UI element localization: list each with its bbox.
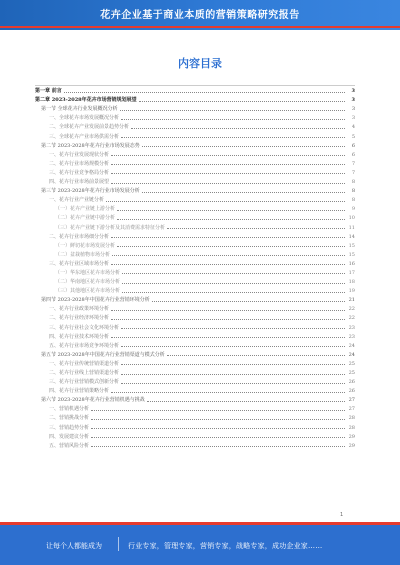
toc-entry-page: 11 (348, 224, 355, 231)
toc-entry[interactable] (35, 194, 355, 203)
toc-entry-label: 第二节 2023-2028年花卉行业市场发展态势 (41, 142, 140, 149)
toc-entry-label: 一、全球花卉市场发展概况分析 (49, 115, 120, 122)
toc-entry[interactable] (35, 385, 355, 394)
toc-dot-leader (111, 310, 345, 311)
toc-entry[interactable] (35, 403, 355, 412)
toc-entry[interactable] (35, 394, 355, 403)
toc-entry-page: 15 (348, 251, 355, 258)
toc-entry-page: 24 (348, 342, 355, 349)
footer-slogan-left: 让每个人都能成为 (46, 542, 102, 550)
toc-dot-leader (111, 183, 345, 184)
toc-entry-label: 第五节 2023-2028年中国花卉行业营销渠道与模式分析 (41, 351, 165, 358)
toc-entry-label: 二、花卉行业经济环境分析 (49, 315, 110, 322)
toc-entry[interactable] (35, 212, 355, 221)
toc-dot-leader (139, 101, 345, 102)
toc-entry[interactable] (35, 158, 355, 167)
toc-entry[interactable] (35, 321, 355, 330)
toc-entry-page: 3 (351, 115, 355, 122)
toc-entry-page: 22 (348, 315, 355, 322)
toc-dot-leader (152, 301, 345, 302)
toc-entry-page: 3 (351, 97, 355, 104)
toc-entry-page: 22 (348, 306, 355, 313)
toc-dot-leader (91, 446, 345, 447)
toc-entry[interactable] (35, 94, 355, 103)
toc-entry-page: 8 (351, 179, 355, 186)
toc-entry-page: 27 (348, 406, 355, 413)
toc-heading: 内容目录 (178, 57, 222, 70)
toc-entry-page: 24 (348, 351, 355, 358)
toc-entry-page: 23 (348, 333, 355, 340)
toc-entry-label: （一）华东地区花卉市场分析 (55, 269, 121, 276)
toc-entry[interactable] (35, 85, 355, 94)
toc-entry[interactable] (35, 349, 355, 358)
toc-entry[interactable] (35, 231, 355, 240)
toc-entry-label: 一、花卉行业产业链分析 (49, 197, 105, 204)
toc-entry[interactable] (35, 358, 355, 367)
toc-entry-page: 8 (351, 197, 355, 204)
toc-entry-label: 四、花卉行业市场前景展望 (49, 179, 110, 186)
toc-entry[interactable] (35, 121, 355, 130)
toc-dot-leader (117, 246, 345, 247)
toc-dot-leader (121, 137, 345, 138)
toc-dot-leader (112, 255, 345, 256)
toc-dot-leader (147, 401, 345, 402)
toc-dot-leader (122, 283, 345, 284)
toc-entry-label: 一、花卉行业政策环境分析 (49, 306, 110, 313)
toc-entry-page: 3 (351, 106, 355, 113)
toc-entry-label: 第一章 前言 (35, 88, 62, 95)
toc-entry-label: 五、花卉行业市场竞争环境分析 (49, 342, 120, 349)
toc-dot-leader (111, 237, 345, 238)
toc-entry-label: 一、花卉行业发展现状分析 (49, 151, 110, 158)
toc-entry-page: 28 (348, 415, 355, 422)
toc-entry-page: 17 (348, 269, 355, 276)
header-band (0, 0, 400, 30)
toc-dot-leader (91, 410, 345, 411)
toc-dot-leader (117, 210, 345, 211)
toc-entry[interactable] (35, 440, 355, 449)
toc-entry-label: 三、花卉行业竞争格局分析 (49, 169, 110, 176)
toc-entry[interactable] (35, 240, 355, 249)
footer-slogan-right: 行业专家，管理专家，营销专家，战略专家，成功企业家…… (128, 542, 323, 550)
toc-entry-label: 第四节 2023-2028年中国花卉行业营销环境分析 (41, 297, 150, 304)
toc-entry-label: （二）花卉产业链中游分析 (55, 215, 116, 222)
toc-dot-leader (120, 110, 345, 111)
toc-dot-leader (167, 355, 345, 356)
toc-entry-label: 三、花卉行业区域市场分析 (49, 260, 110, 267)
toc-entry[interactable] (35, 130, 355, 139)
toc-dot-leader (142, 146, 345, 147)
toc-dot-leader (111, 337, 345, 338)
toc-entry-label: 三、花卉行业营销模式创新分析 (49, 379, 120, 386)
toc-entry[interactable] (35, 294, 355, 303)
toc-entry[interactable] (35, 285, 355, 294)
toc-entry-page: 23 (348, 324, 355, 331)
toc-dot-leader (122, 292, 345, 293)
toc-entry-page: 9 (351, 206, 355, 213)
toc-dot-leader (64, 92, 345, 93)
toc-entry[interactable] (35, 276, 355, 285)
toc-dot-leader (111, 319, 345, 320)
toc-entry[interactable] (35, 176, 355, 185)
toc-entry-page: 19 (348, 288, 355, 295)
toc-entry-label: 四、发展建议分析 (49, 433, 90, 440)
footer-accent-stripe (0, 522, 400, 525)
toc-entry-page: 10 (348, 215, 355, 222)
toc-dot-leader (111, 392, 345, 393)
toc-dot-leader (122, 273, 345, 274)
toc-entry[interactable] (35, 221, 355, 230)
toc-entry-label: 二、花卉行业市场规模分析 (49, 160, 110, 167)
toc-entry-label: （三）其他地区花卉市场分析 (55, 288, 121, 295)
toc-entry-label: 第一节 全球花卉行业发展概况分析 (41, 106, 118, 113)
toc-entry-page: 7 (351, 169, 355, 176)
toc-dot-leader (121, 374, 345, 375)
toc-entry-label: 三、营销趋势分析 (49, 424, 90, 431)
report-title: 花卉企业基于商业本质的营销策略研究报告 (100, 10, 300, 21)
toc-entry[interactable] (35, 140, 355, 149)
toc-dot-leader (111, 155, 345, 156)
toc-entry-label: 第六节 2023-2028年花卉行业营销机遇与挑战 (41, 397, 145, 404)
toc-entry-page: 25 (348, 370, 355, 376)
toc-dot-leader (121, 364, 345, 365)
toc-entry[interactable] (35, 267, 355, 276)
toc-entry-page: 6 (351, 142, 355, 149)
toc-entry-label: 四、花卉行业技术环境分析 (49, 333, 110, 340)
toc-entry-page: 16 (348, 260, 355, 267)
toc-entry-page: 5 (351, 133, 355, 140)
toc-dot-leader (111, 164, 345, 165)
toc-entry[interactable] (35, 258, 355, 267)
footer-divider (118, 537, 119, 551)
toc-entry-page: 18 (348, 279, 355, 286)
toc-entry-label: 二、营销挑战分析 (49, 415, 90, 422)
toc-entry[interactable] (35, 112, 355, 121)
toc-entry-page: 15 (348, 242, 355, 249)
toc-entry[interactable] (35, 312, 355, 321)
toc-entry[interactable] (35, 167, 355, 176)
toc-dot-leader (121, 383, 345, 384)
toc-dot-leader (117, 219, 345, 220)
toc-entry-page: 8 (351, 188, 355, 195)
toc-dot-leader (111, 173, 345, 174)
toc-entry[interactable] (35, 149, 355, 158)
toc-entry[interactable] (35, 412, 355, 421)
toc-entry-page: 29 (348, 442, 355, 449)
toc-dot-leader (91, 419, 345, 420)
toc-dot-leader (121, 346, 345, 347)
toc-entry-label: 第二章 2023-2028年花卉市场营销规划展望 (35, 97, 137, 104)
toc-entry-page: 26 (348, 379, 355, 386)
toc-entry[interactable] (35, 376, 355, 385)
toc-entry[interactable] (35, 185, 355, 194)
header-accent-stripe (0, 26, 400, 28)
toc-entry-page: 28 (348, 424, 355, 431)
toc-entry-page: 26 (348, 388, 355, 395)
table-of-contents (35, 85, 355, 449)
toc-entry-label: 二、花卉行业市场细分分析 (49, 233, 110, 240)
toc-entry-label: 二、全球花卉产业发展前景趋势分析 (49, 124, 130, 131)
toc-entry[interactable] (35, 103, 355, 112)
toc-entry-page: 14 (348, 233, 355, 240)
toc-entry[interactable] (35, 203, 355, 212)
toc-entry-label: （一）鲜切花市场发展分析 (55, 242, 116, 249)
toc-entry[interactable] (35, 367, 355, 376)
toc-entry-label: 第三节 2023-2028年花卉行业市场发展分析 (41, 188, 140, 195)
toc-entry-page: 3 (351, 88, 355, 95)
toc-entry-label: （三）花卉产业链下游分析及其消费需求特征分析 (55, 224, 166, 231)
toc-entry[interactable] (35, 421, 355, 430)
toc-entry-page: 4 (351, 124, 355, 131)
toc-entry-label: 二、花卉行业线上营销渠道分析 (49, 370, 120, 376)
toc-entry-label: （一）花卉产业链上游分析 (55, 206, 116, 213)
toc-entry-page: 7 (351, 160, 355, 167)
footer-band (0, 522, 400, 565)
toc-dot-leader (91, 428, 345, 429)
toc-entry-page: 25 (348, 360, 355, 367)
toc-entry[interactable] (35, 340, 355, 349)
toc-dot-leader (106, 201, 345, 202)
toc-entry[interactable] (35, 303, 355, 312)
toc-entry-label: 三、全球花卉产业市场供需分析 (49, 133, 120, 140)
toc-entry-label: 四、花卉行业营销策略分析 (49, 388, 110, 395)
toc-dot-leader (121, 119, 345, 120)
toc-entry-label: 三、花卉行业社会文化环境分析 (49, 324, 120, 331)
toc-entry-label: （二）盆栽植物市场分析 (55, 251, 111, 258)
toc-dot-leader (131, 128, 345, 129)
toc-dot-leader (91, 437, 345, 438)
toc-dot-leader (167, 228, 345, 229)
page-number: 1 (340, 512, 344, 518)
toc-entry-label: 一、花卉行业传统营销渠道分析 (49, 360, 120, 367)
toc-entry-page: 21 (348, 297, 355, 304)
toc-dot-leader (111, 264, 345, 265)
toc-entry-label: 五、营销风险分析 (49, 442, 90, 449)
toc-entry-label: 一、营销机遇分析 (49, 406, 90, 413)
toc-entry-page: 29 (348, 433, 355, 440)
toc-dot-leader (142, 192, 345, 193)
toc-entry[interactable] (35, 249, 355, 258)
toc-dot-leader (121, 328, 345, 329)
toc-entry[interactable] (35, 431, 355, 440)
toc-entry-page: 6 (351, 151, 355, 158)
toc-entry[interactable] (35, 331, 355, 340)
toc-entry-page: 27 (348, 397, 355, 404)
toc-entry-label: （二）华南地区花卉市场分析 (55, 279, 121, 286)
